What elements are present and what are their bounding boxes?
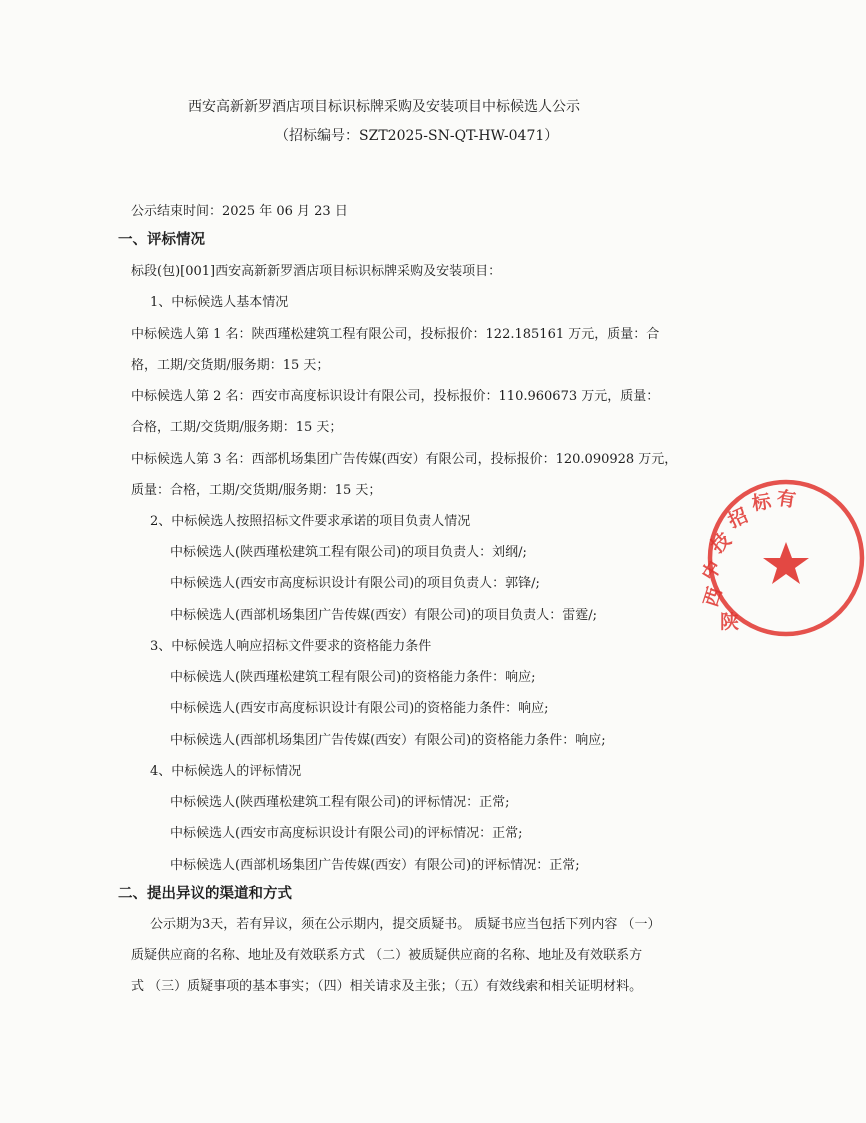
manager-line-3: 中标候选人(西部机场集团广告传媒(西安）有限公司)的项目负责人：雷霆/; — [170, 608, 597, 623]
svg-text:西: 西 — [699, 584, 727, 610]
svg-text:有: 有 — [775, 487, 798, 512]
subsection-3-title: 3、中标候选人响应招标文件要求的资格能力条件 — [150, 639, 432, 654]
objection-paragraph-line-1: 公示期为3天，若有异议，须在公示期内，提交质疑书。 质疑书应当包括下列内容 （一） — [150, 917, 661, 932]
candidate-3-line-b: 质量：合格，工期/交货期/服务期：15 天； — [131, 483, 382, 498]
svg-text:技: 技 — [706, 528, 736, 558]
publicity-end-time: 公示结束时间：2025 年 06 月 23 日 — [131, 204, 348, 219]
lot-title: 标段(包)[001]西安高新新罗酒店项目标识标牌采购及安装项目： — [131, 264, 502, 279]
qualification-line-3: 中标候选人(西部机场集团广告传媒(西安）有限公司)的资格能力条件：响应; — [170, 733, 606, 748]
subsection-1-title: 1、中标候选人基本情况 — [150, 295, 289, 310]
manager-line-1: 中标候选人(陕西瑾松建筑工程有限公司)的项目负责人：刘纲/; — [170, 545, 527, 560]
subsection-2-title: 2、中标候选人按照招标文件要求承诺的项目负责人情况 — [150, 514, 471, 529]
svg-text:中: 中 — [697, 556, 727, 585]
svg-text:陕: 陕 — [720, 611, 740, 633]
candidate-2-line-a: 中标候选人第 2 名：西安市高度标识设计有限公司，投标报价：110.960673 万元，质量： — [131, 389, 660, 404]
evaluation-line-2: 中标候选人(西安市高度标识设计有限公司)的评标情况：正常; — [170, 826, 523, 841]
candidate-1-line-a: 中标候选人第 1 名：陕西瑾松建筑工程有限公司，投标报价：122.185161 万元，质量：合 — [131, 327, 660, 342]
company-seal-stamp — [697, 478, 866, 638]
candidate-1-line-b: 格，工期/交货期/服务期：15 天； — [131, 358, 330, 373]
qualification-line-1: 中标候选人(陕西瑾松建筑工程有限公司)的资格能力条件：响应; — [170, 670, 536, 685]
qualification-line-2: 中标候选人(西安市高度标识设计有限公司)的资格能力条件：响应; — [170, 701, 549, 716]
subsection-4-title: 4、中标候选人的评标情况 — [150, 764, 302, 779]
section-2-heading: 二、提出异议的渠道和方式 — [118, 886, 292, 902]
manager-line-2: 中标候选人(西安市高度标识设计有限公司)的项目负责人：郭锋/; — [170, 576, 540, 591]
section-1-heading: 一、评标情况 — [118, 232, 205, 248]
document-title: 西安高新新罗酒店项目标识标牌采购及安装项目中标候选人公示 — [188, 99, 580, 115]
svg-text:标: 标 — [750, 490, 773, 515]
svg-text:招: 招 — [724, 504, 752, 533]
tender-code: （招标编号：SZT2025-SN-QT-HW-0471） — [275, 128, 559, 144]
objection-paragraph-line-3: 式 （三）质疑事项的基本事实；（四）相关请求及主张；（五）有效线索和相关证明材料。 — [131, 979, 643, 994]
objection-paragraph-line-2: 质疑供应商的名称、地址及有效联系方式 （二）被质疑供应商的名称、地址及有效联系方 — [131, 948, 643, 963]
candidate-3-line-a: 中标候选人第 3 名：西部机场集团广告传媒(西安）有限公司，投标报价：120.090928 万元， — [131, 452, 678, 467]
evaluation-line-3: 中标候选人(西部机场集团广告传媒(西安）有限公司)的评标情况：正常; — [170, 858, 580, 873]
evaluation-line-1: 中标候选人(陕西瑾松建筑工程有限公司)的评标情况：正常; — [170, 795, 510, 810]
candidate-2-line-b: 合格，工期/交货期/服务期：15 天； — [131, 420, 343, 435]
